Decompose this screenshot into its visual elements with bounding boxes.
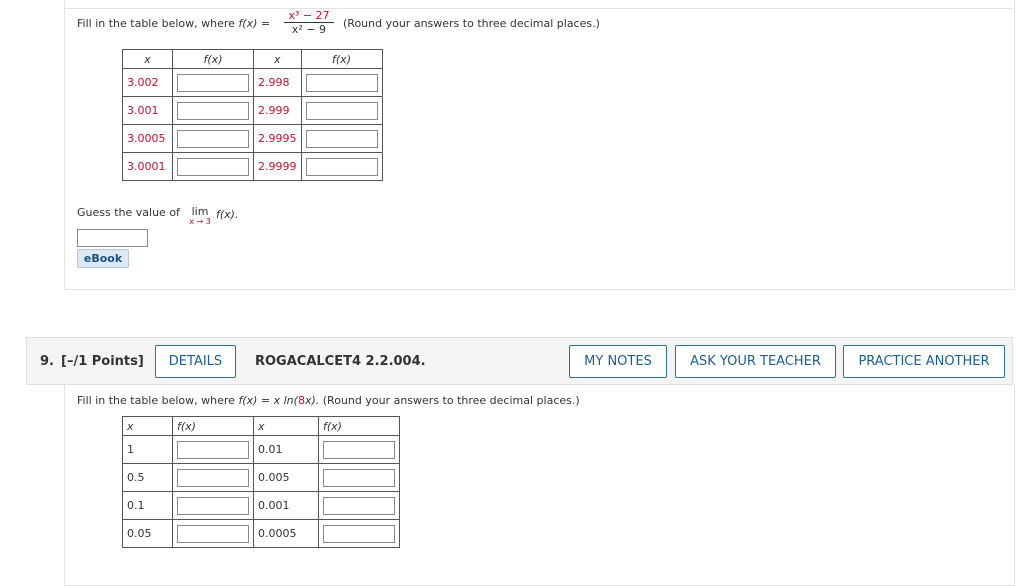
q9-round-note: (Round your answers to three decimal places.) bbox=[322, 394, 580, 407]
q9-prompt bbox=[77, 394, 580, 407]
q8-answer-field[interactable] bbox=[306, 74, 378, 92]
practice-another-button[interactable]: PRACTICE ANOTHER bbox=[843, 345, 1005, 378]
q9-answer-field[interactable] bbox=[323, 525, 395, 543]
q8-prompt bbox=[77, 17, 270, 30]
q9-code: ROGACALCET4 2.2.004. bbox=[255, 354, 426, 369]
q8-limit-answer-field[interactable] bbox=[77, 229, 148, 247]
q8-answer-field[interactable] bbox=[306, 130, 378, 148]
q8-answer-field[interactable] bbox=[306, 102, 378, 120]
q9-header-x1: x bbox=[123, 417, 173, 436]
q8-table bbox=[122, 49, 383, 181]
q8-lim: lim bbox=[191, 205, 209, 218]
q9-x-value: 0.001 bbox=[254, 492, 319, 520]
q8-x-value: 2.999 bbox=[254, 97, 302, 125]
q8-header-fx1: f(x) bbox=[173, 50, 254, 69]
q9-header-x2: x bbox=[254, 417, 319, 436]
q8-header-fx2: f(x) bbox=[301, 50, 382, 69]
q8-answer-field[interactable] bbox=[177, 102, 249, 120]
q8-answer-field[interactable] bbox=[177, 158, 249, 176]
table-row bbox=[123, 153, 383, 181]
q8-prompt-text: Fill in the table below, where bbox=[77, 17, 235, 30]
q9-x-value: 0.5 bbox=[123, 464, 173, 492]
q8-numerator: x³ − 27 bbox=[284, 9, 334, 23]
table-row bbox=[123, 492, 400, 520]
q9-x-value: 0.1 bbox=[123, 492, 173, 520]
ask-teacher-button[interactable]: ASK YOUR TEACHER bbox=[675, 345, 836, 378]
q9-x-value: 0.0005 bbox=[254, 520, 319, 548]
q8-x-value: 3.0005 bbox=[123, 125, 173, 153]
q8-lim-sub: x → 3 bbox=[189, 217, 211, 226]
q9-prompt-text: Fill in the table below, where bbox=[77, 394, 235, 407]
q8-lim-fx: f(x). bbox=[216, 208, 239, 221]
q8-x-value: 3.002 bbox=[123, 69, 173, 97]
table-row bbox=[123, 69, 383, 97]
q9-answer-field[interactable] bbox=[323, 441, 395, 459]
q8-x-value: 3.001 bbox=[123, 97, 173, 125]
table-row bbox=[123, 125, 383, 153]
q9-fx-pre: f(x) = x ln( bbox=[238, 394, 298, 407]
q9-answer-field[interactable] bbox=[177, 525, 249, 543]
ebook-button[interactable]: eBook bbox=[77, 249, 129, 268]
q9-answer-field[interactable] bbox=[177, 441, 249, 459]
q9-points: [–/1 Points] bbox=[61, 354, 144, 369]
q9-fx-coef: 8 bbox=[297, 394, 305, 407]
q8-round-note: (Round your answers to three decimal places.) bbox=[343, 17, 600, 30]
q8-x-value: 2.9999 bbox=[254, 153, 302, 181]
my-notes-button[interactable]: MY NOTES bbox=[569, 345, 667, 378]
q9-answer-field[interactable] bbox=[177, 497, 249, 515]
q9-x-value: 0.05 bbox=[123, 520, 173, 548]
q9-fx-post: x). bbox=[304, 394, 320, 407]
q9-header-fx1: f(x) bbox=[173, 417, 254, 436]
table-row bbox=[123, 436, 400, 464]
q9-x-value: 1 bbox=[123, 436, 173, 464]
q8-x-value: 3.0001 bbox=[123, 153, 173, 181]
table-row bbox=[123, 520, 400, 548]
q9-x-value: 0.01 bbox=[254, 436, 319, 464]
q9-x-value: 0.005 bbox=[254, 464, 319, 492]
q8-x-value: 2.998 bbox=[254, 69, 302, 97]
q8-guess-label: Guess the value of bbox=[77, 206, 180, 219]
q8-answer-field[interactable] bbox=[177, 74, 249, 92]
q8-fx: f(x) = bbox=[238, 17, 271, 30]
q8-header-x2: x bbox=[254, 50, 302, 69]
q9-table bbox=[122, 416, 400, 548]
q9-answer-field[interactable] bbox=[323, 497, 395, 515]
q8-answer-field[interactable] bbox=[177, 130, 249, 148]
q8-fraction bbox=[284, 9, 334, 36]
q8-limit bbox=[188, 206, 212, 226]
q8-answer-field[interactable] bbox=[306, 158, 378, 176]
table-row bbox=[123, 97, 383, 125]
q9-answer-field[interactable] bbox=[323, 469, 395, 487]
details-button[interactable]: DETAILS bbox=[155, 345, 236, 378]
q8-x-value: 2.9995 bbox=[254, 125, 302, 153]
table-row bbox=[123, 464, 400, 492]
q9-answer-field[interactable] bbox=[177, 469, 249, 487]
q9-number: 9. bbox=[40, 354, 54, 369]
top-divider bbox=[64, 8, 1013, 9]
q9-header-fx2: f(x) bbox=[319, 417, 400, 436]
q8-header-x1: x bbox=[123, 50, 173, 69]
q8-denominator: x² − 9 bbox=[291, 23, 327, 36]
